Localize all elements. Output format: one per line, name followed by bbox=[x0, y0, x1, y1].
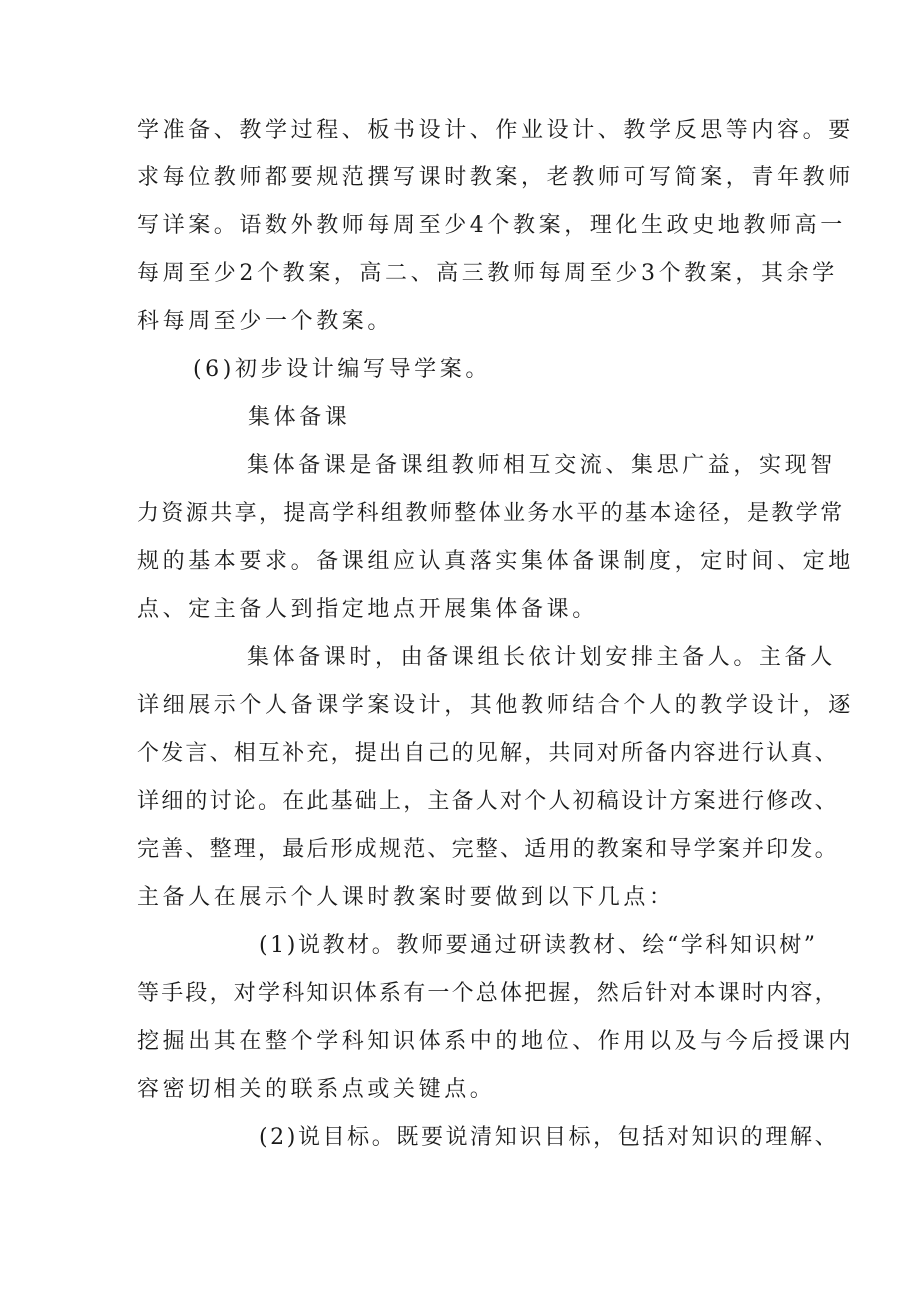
text-line: 完善、整理，最后形成规范、完整、适用的教案和导学案并印发。 bbox=[137, 837, 839, 862]
text-line: 集体备课时，由备课组长依计划安排主备人。主备人 bbox=[247, 645, 836, 670]
text-line: 主备人在展示个人课时教案时要做到以下几点： bbox=[137, 885, 675, 910]
text-line: 学准备、教学过程、板书设计、作业设计、教学反思等内容。要 bbox=[137, 118, 854, 143]
text-line: 集体备课是备课组教师相互交流、集思广益，实现智 bbox=[247, 453, 836, 478]
text-line: 等手段，对学科知识体系有一个总体把握，然后针对本课时内容， bbox=[137, 981, 839, 1006]
text-line: 规的基本要求。备课组应认真落实集体备课制度，定时间、定地 bbox=[137, 549, 854, 574]
list-item: (1)说教材。教师要通过研读教材、绘“学科知识树” bbox=[259, 933, 818, 958]
text-line: 详细展示个人备课学案设计，其他教师结合个人的教学设计，逐 bbox=[137, 693, 854, 718]
text-line: 挖掘出其在整个学科知识体系中的地位、作用以及与今后授课内 bbox=[137, 1029, 854, 1054]
text-line: 写详案。语数外教师每周至少4个教案，理化生政史地教师高一 bbox=[137, 213, 846, 238]
text-line: 容密切相关的联系点或关键点。 bbox=[137, 1077, 496, 1102]
list-item: (6)初步设计编写导学案。 bbox=[193, 357, 491, 382]
text-line: 个发言、相互补充，提出自己的见解，共同对所备内容进行认真、 bbox=[137, 741, 839, 766]
text-line: 求每位教师都要规范撰写课时教案，老教师可写简案，青年教师 bbox=[137, 165, 854, 190]
text-line: 科每周至少一个教案。 bbox=[137, 309, 394, 334]
text-line: 每周至少2个教案，高二、高三教师每周至少3个教案，其余学 bbox=[137, 261, 838, 286]
section-heading: 集体备课 bbox=[248, 405, 351, 430]
text-line: 力资源共享，提高学科组教师整体业务水平的基本途径，是教学常 bbox=[137, 501, 845, 526]
text-line: 详细的讨论。在此基础上，主备人对个人初稿设计方案进行修改、 bbox=[137, 789, 839, 814]
text-line: 点、定主备人到指定地点开展集体备课。 bbox=[137, 597, 598, 622]
list-item: (2)说目标。既要说清知识目标，包括对知识的理解、 bbox=[259, 1125, 840, 1150]
